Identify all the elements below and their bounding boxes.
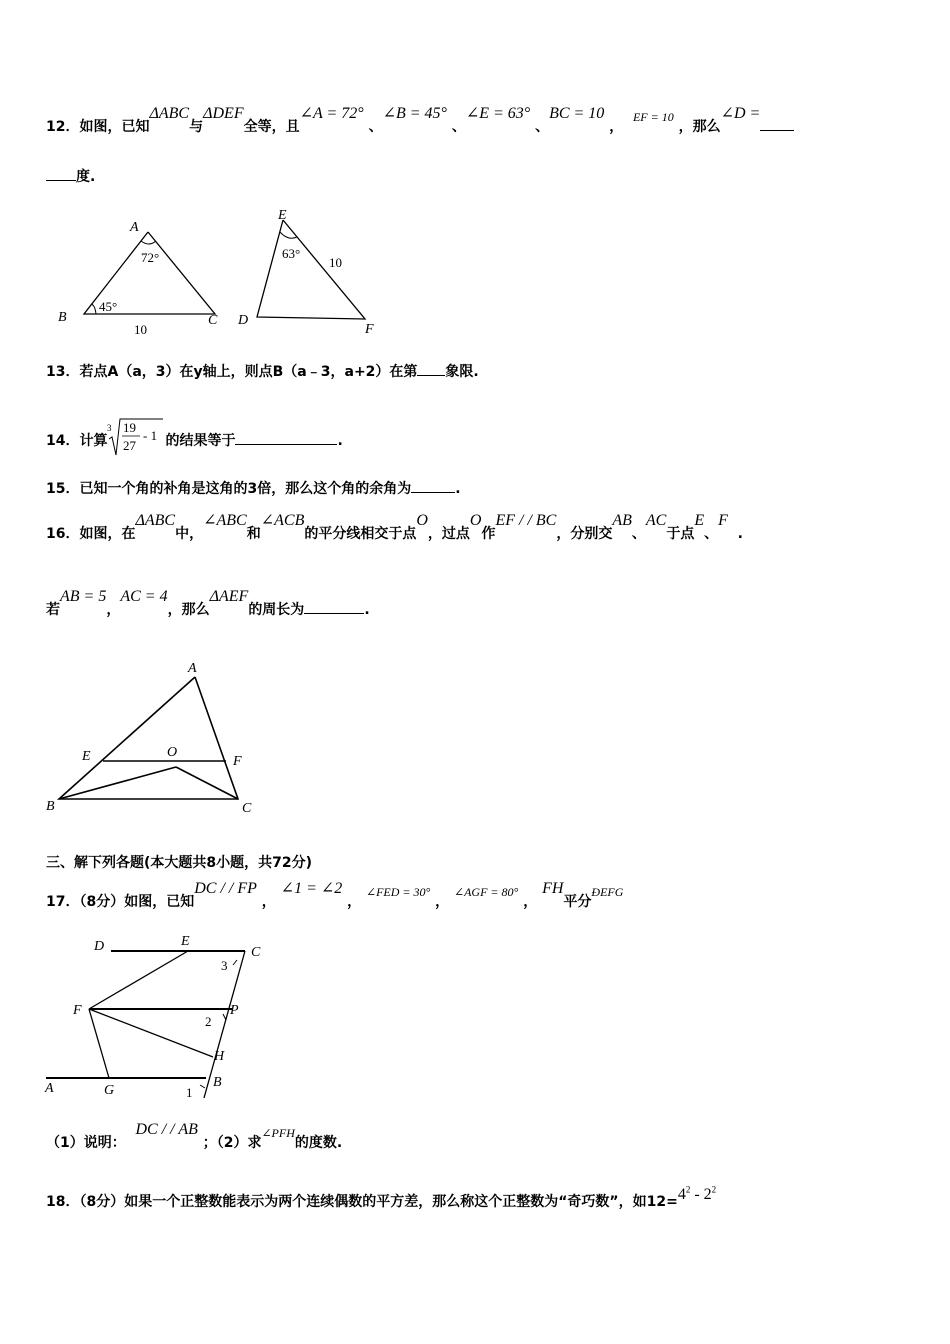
label-angle-3: 3 bbox=[221, 958, 228, 973]
q16-l2-text-1: 若 bbox=[46, 602, 60, 618]
label-angle-a: 72° bbox=[141, 250, 160, 265]
label-b-16: B bbox=[46, 799, 55, 814]
label-angle-b: 45° bbox=[99, 299, 118, 314]
q17-tail: 的度数. bbox=[294, 1135, 343, 1151]
label-f-17: F bbox=[73, 1003, 82, 1018]
label-e-17: E bbox=[181, 934, 190, 949]
q12-text-3: 全等，且 bbox=[243, 119, 300, 135]
arc-angle-a bbox=[141, 241, 156, 244]
q16-math-f: F bbox=[718, 512, 728, 529]
q15-end: . bbox=[455, 481, 461, 497]
arc-angle-2 bbox=[223, 1014, 226, 1020]
segment-fh bbox=[89, 1009, 213, 1057]
label-p-17: P bbox=[230, 1003, 239, 1018]
label-f-16: F bbox=[233, 754, 242, 769]
q14-answer-blank bbox=[235, 429, 337, 445]
q16-math-aef: ΔAEF bbox=[209, 588, 249, 605]
q14-number: 14．计算 bbox=[46, 433, 108, 449]
label-c: C bbox=[208, 313, 218, 328]
q17-math-angle-fed: ∠FED = 30° bbox=[366, 885, 431, 899]
label-h-17: H bbox=[214, 1049, 225, 1064]
q16-end: . bbox=[737, 526, 743, 542]
q12-sep-1: 、 bbox=[368, 119, 383, 135]
q16-text-6: ，分别交 bbox=[556, 526, 613, 542]
label-d-17: D bbox=[94, 939, 105, 954]
q16-math-ac: AC bbox=[645, 512, 667, 529]
q17-math-angle-agf: ∠AGF = 80° bbox=[454, 885, 519, 899]
question-12-line-2 bbox=[46, 165, 95, 186]
question-17-subparts bbox=[46, 1121, 343, 1152]
q17-math-dc-parallel-ab: DC / / AB bbox=[135, 1121, 198, 1138]
q13-tail: 象限. bbox=[445, 364, 479, 380]
q16-sep-1: 、 bbox=[631, 526, 646, 542]
q17-number: 17．（8分）如图，已知 bbox=[46, 894, 195, 910]
q16-math-ab-5: AB = 5 bbox=[60, 588, 107, 605]
question-17 bbox=[46, 880, 624, 911]
q14-root-index: 3 bbox=[107, 423, 112, 433]
q16-math-ac-4: AC = 4 bbox=[120, 588, 168, 605]
label-angle-2: 2 bbox=[205, 1014, 212, 1029]
q12-text-4: ，那么 bbox=[678, 119, 721, 135]
label-a-16: A bbox=[188, 661, 197, 676]
question-14 bbox=[46, 417, 343, 459]
q16-text-5: 作 bbox=[481, 526, 496, 542]
q12-text-1: 如图，已知 bbox=[79, 119, 150, 135]
arc-angle-1 bbox=[200, 1085, 205, 1088]
q16-l2-comma: ， bbox=[106, 602, 121, 618]
label-o-16: O bbox=[167, 745, 178, 760]
q12-sep-3: 、 bbox=[535, 119, 550, 135]
q12-sep-2: 、 bbox=[451, 119, 466, 135]
triangle-abc-16 bbox=[59, 677, 238, 799]
q14-frac-numerator: 19 bbox=[123, 420, 137, 435]
q16-math-abc: ΔABC bbox=[135, 512, 176, 529]
q17-math-angle1-eq-angle2: ∠1 = ∠2 bbox=[280, 880, 343, 897]
section-3-title: 三、解下列各题(本大题共8小题，共72分) bbox=[46, 855, 313, 871]
q12-math-angle-e: ∠E = 63° bbox=[465, 105, 531, 122]
q12-text-2: 与 bbox=[189, 119, 204, 135]
q12-math-angle-d: ∠D = bbox=[720, 105, 761, 122]
label-b: B bbox=[58, 310, 67, 325]
label-c-16: C bbox=[242, 801, 252, 816]
q12-math-angle-a: ∠A = 72° bbox=[299, 105, 364, 122]
q14-minus-one: - 1 bbox=[143, 428, 158, 443]
q17-sub-b: ；（2）求 bbox=[202, 1135, 262, 1151]
q18-exp-2: 2 bbox=[711, 1184, 717, 1195]
q17-comma-4: ， bbox=[523, 894, 538, 910]
q17-comma-1: ， bbox=[261, 894, 276, 910]
q18-base-1: 4 bbox=[677, 1186, 686, 1203]
question-16-line-1 bbox=[46, 512, 743, 543]
q13-text: 13．若点A（a，3）在y轴上，则点B（a﹣3，a+2）在第 bbox=[46, 364, 418, 380]
q12-answer-blank-2 bbox=[46, 165, 76, 181]
question-13 bbox=[46, 360, 479, 381]
q16-text-3: 的平分线相交于点 bbox=[304, 526, 417, 542]
q13-answer-blank bbox=[417, 360, 445, 376]
q18-exp-1: 2 bbox=[685, 1184, 691, 1195]
segment-fg bbox=[89, 1009, 109, 1078]
q17-figure bbox=[40, 925, 280, 1110]
q17-sub-a: （1）说明： bbox=[46, 1135, 126, 1151]
q12-math-angle-b: ∠B = 45° bbox=[382, 105, 447, 122]
q16-text-1: 中， bbox=[175, 526, 204, 542]
arc-angle-b bbox=[91, 304, 96, 314]
q12-figure bbox=[50, 200, 390, 340]
q16-sep-2: 、 bbox=[704, 526, 719, 542]
q17-math-angle-efg: ÐEFG bbox=[591, 885, 624, 899]
question-16-line-2 bbox=[46, 588, 370, 619]
segment-fe bbox=[89, 951, 188, 1009]
q16-math-o-1: O bbox=[416, 512, 428, 529]
q18-expression bbox=[678, 1186, 716, 1203]
q16-math-ef-parallel-bc: EF / / BC bbox=[495, 512, 557, 529]
q16-l2-text-3: 的周长为 bbox=[248, 602, 305, 618]
q17-comma-3: ， bbox=[435, 894, 450, 910]
q12-math-abc: ΔABC bbox=[149, 105, 190, 122]
q14-cube-root-expression bbox=[107, 417, 165, 459]
q18-minus: - bbox=[694, 1186, 700, 1203]
label-a-17: A bbox=[45, 1081, 54, 1096]
q16-answer-blank bbox=[304, 598, 364, 614]
q16-math-e: E bbox=[694, 512, 705, 529]
q18-base-2: 2 bbox=[703, 1186, 712, 1203]
q16-math-angle-abc: ∠ABC bbox=[203, 512, 247, 529]
q16-figure bbox=[40, 650, 280, 820]
q18-text: 18．（8分）如果一个正整数能表示为两个连续偶数的平方差，那么称这个正整数为“奇巧数”，如12= bbox=[46, 1194, 678, 1210]
label-e-16: E bbox=[82, 749, 91, 764]
q12-text-5: 度. bbox=[76, 169, 96, 185]
q17-text-bisect: 平分 bbox=[563, 894, 592, 910]
label-b-17: B bbox=[213, 1075, 222, 1090]
q14-frac-denominator: 27 bbox=[123, 438, 137, 453]
q12-answer-blank-1 bbox=[760, 115, 794, 131]
q16-l2-end: . bbox=[364, 602, 370, 618]
label-d: D bbox=[238, 313, 249, 328]
label-a: A bbox=[130, 220, 139, 235]
label-side-ef: 10 bbox=[329, 255, 342, 270]
q16-math-angle-acb: ∠ACB bbox=[260, 512, 305, 529]
label-angle-1: 1 bbox=[186, 1085, 193, 1100]
q12-math-def: ΔDEF bbox=[203, 105, 244, 122]
question-12-line-1 bbox=[46, 105, 794, 136]
q12-math-bc: BC = 10 bbox=[549, 105, 605, 122]
question-15 bbox=[46, 477, 461, 498]
q14-tail: 的结果等于 bbox=[165, 433, 236, 449]
q15-answer-blank bbox=[411, 477, 455, 493]
q16-text-4: ，过点 bbox=[427, 526, 470, 542]
label-side-bc: 10 bbox=[134, 322, 147, 337]
q17-math-dc-parallel-fp: DC / / FP bbox=[194, 880, 257, 897]
triangle-def bbox=[257, 220, 365, 319]
label-e: E bbox=[278, 208, 287, 223]
label-g-17: G bbox=[104, 1083, 115, 1098]
q16-math-o-2: O bbox=[469, 512, 482, 529]
q17-math-fh: FH bbox=[542, 880, 564, 897]
q16-text-2: 和 bbox=[246, 526, 261, 542]
q12-number: 12． bbox=[46, 119, 80, 135]
question-18 bbox=[46, 1184, 717, 1211]
q16-l2-text-2: ，那么 bbox=[167, 602, 210, 618]
label-f: F bbox=[365, 322, 374, 337]
q16-number: 16．如图，在 bbox=[46, 526, 136, 542]
q16-math-ab: AB bbox=[612, 512, 632, 529]
q17-comma-2: ， bbox=[347, 894, 362, 910]
q16-text-7: 于点 bbox=[666, 526, 695, 542]
q14-end: . bbox=[337, 433, 343, 449]
q17-math-angle-pfh: ∠PFH bbox=[261, 1126, 295, 1140]
q15-text: 15．已知一个角的补角是这角的3倍，那么这个角的余角为 bbox=[46, 481, 412, 497]
label-c-17: C bbox=[251, 945, 261, 960]
q12-comma: ， bbox=[609, 119, 624, 135]
q12-math-ef: EF = 10 bbox=[632, 110, 674, 124]
label-angle-e: 63° bbox=[282, 246, 301, 261]
arc-angle-3 bbox=[233, 960, 237, 965]
